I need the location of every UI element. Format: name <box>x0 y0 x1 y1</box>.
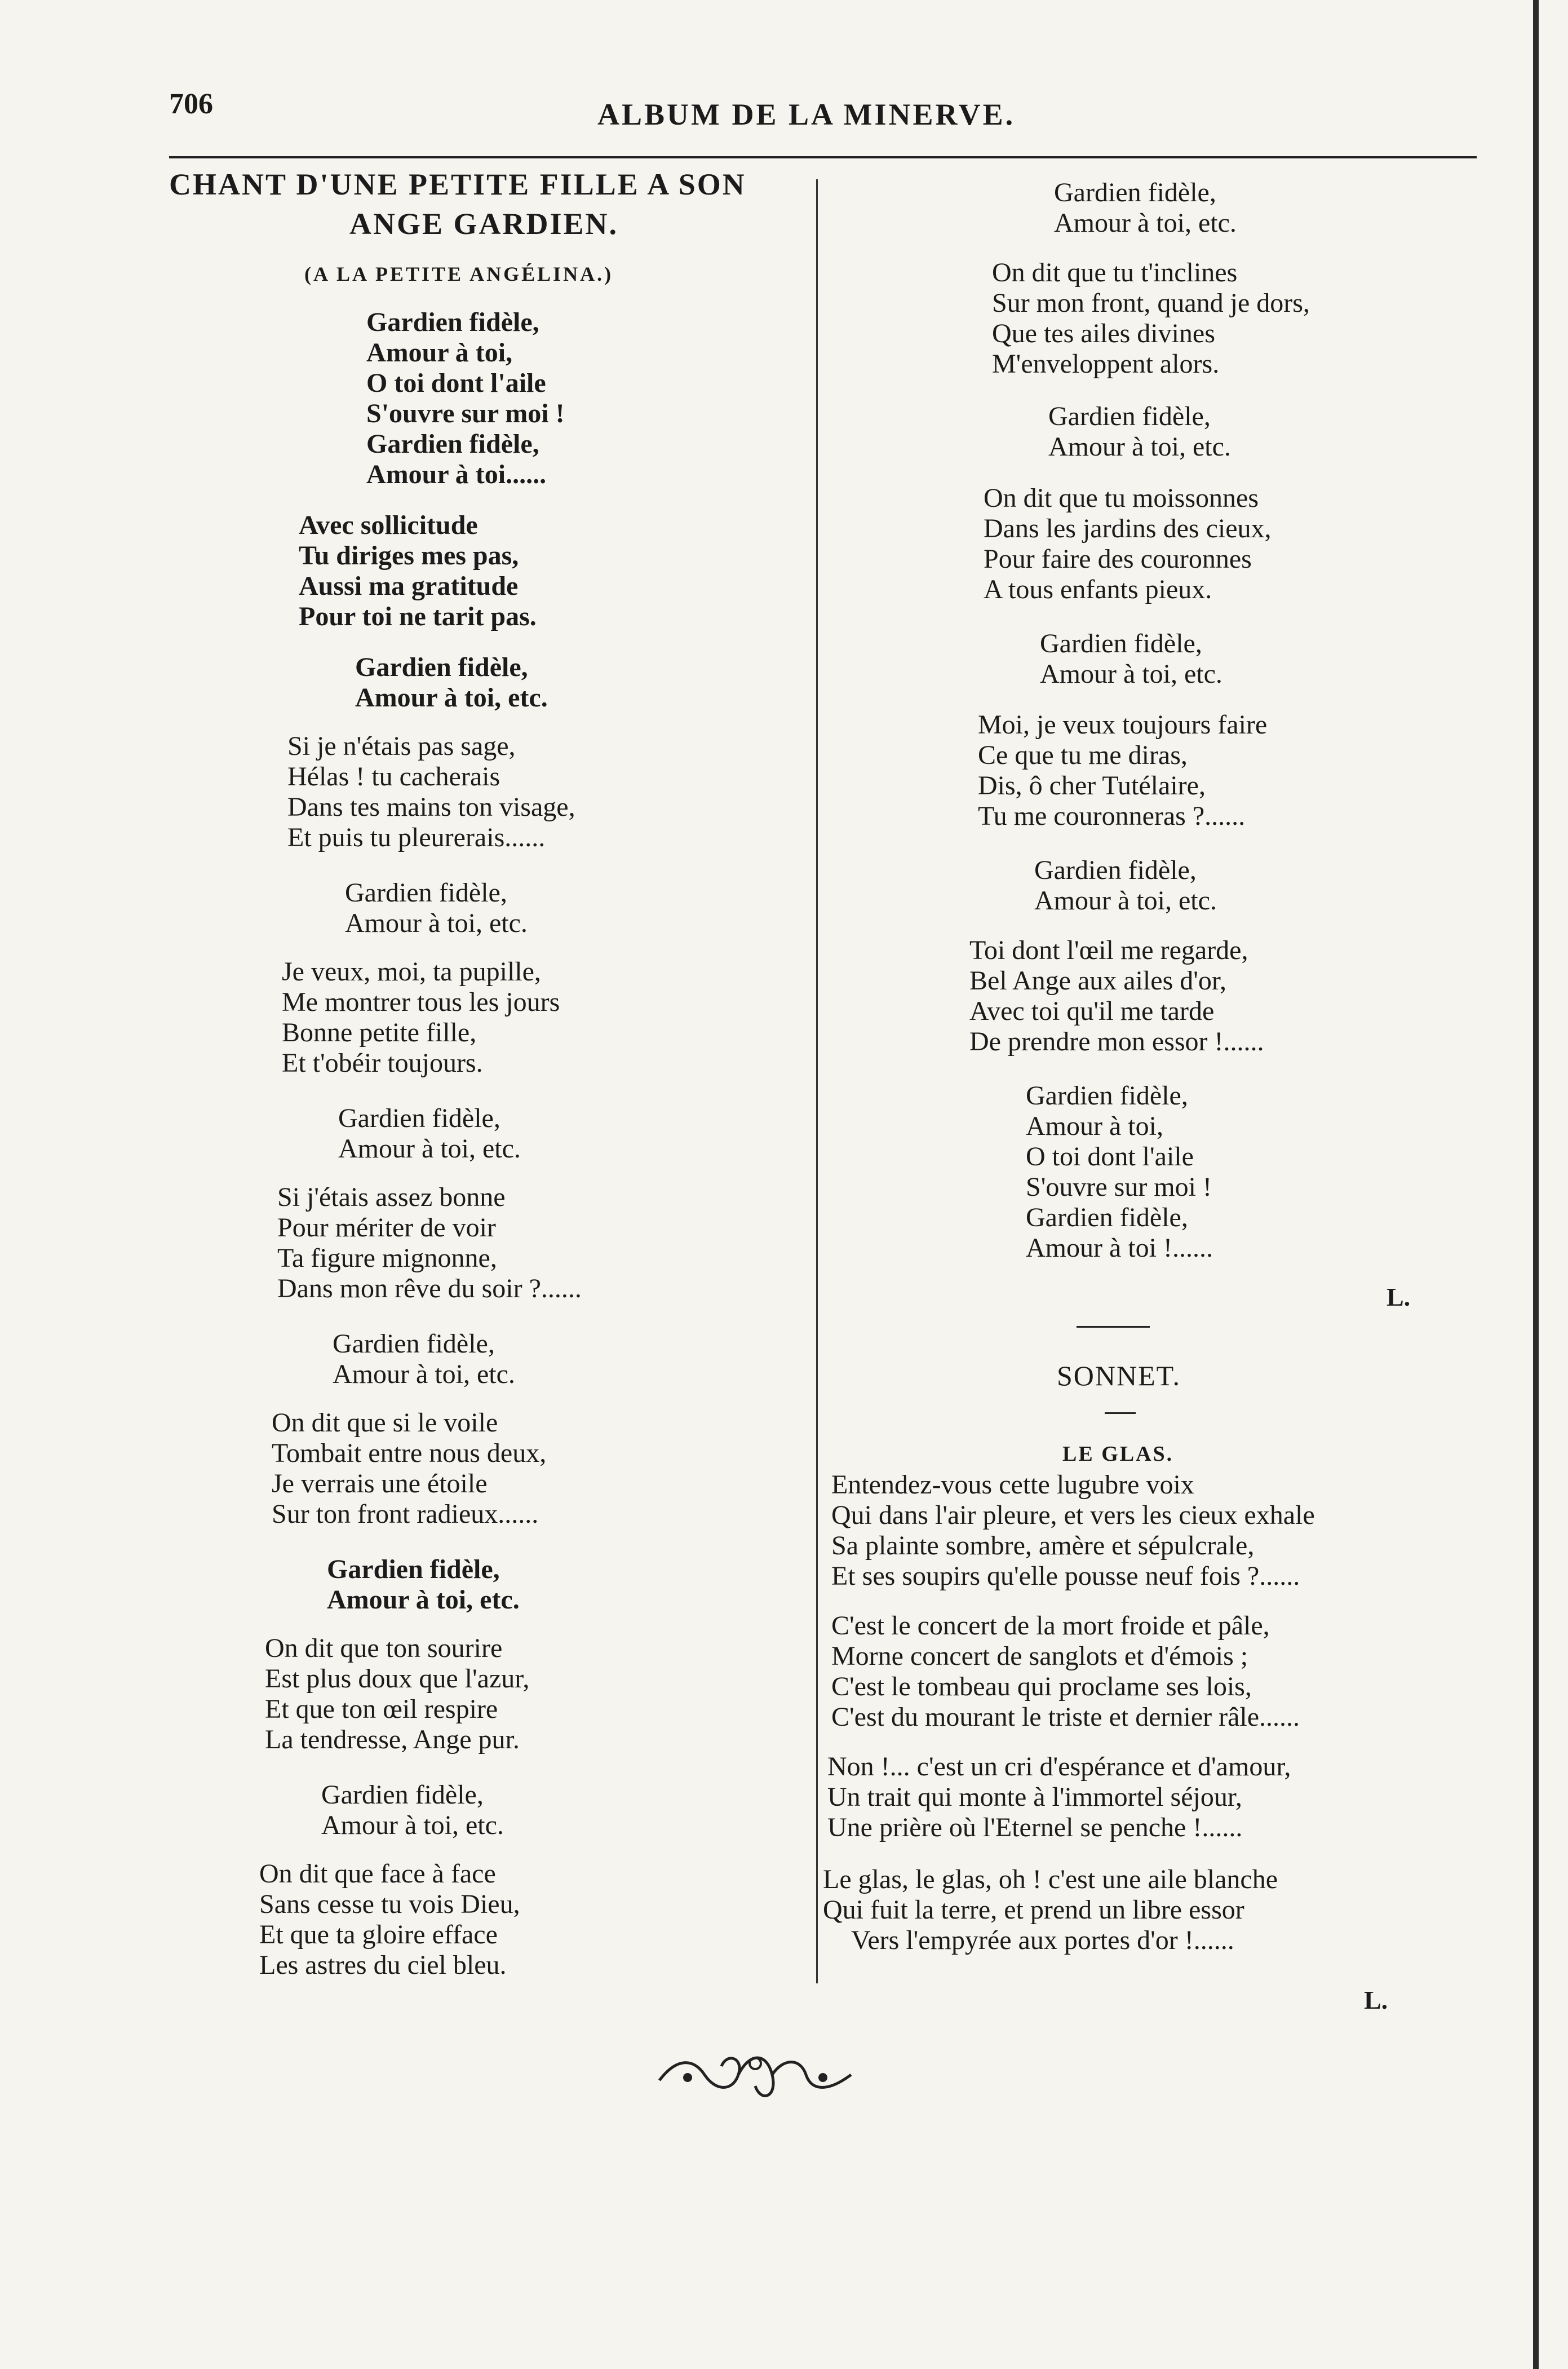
left-verse-line-46: Les astres du ciel bleu. <box>259 1950 507 1980</box>
right-verse-line-6: M'enveloppent alors. <box>992 349 1220 379</box>
sonnet-line-2: Qui dans l'air pleure, et vers les cieux exhale <box>831 1500 1315 1530</box>
right-verse-line-10: Dans les jardins des cieux, <box>984 514 1272 543</box>
right-verse-line-24: De prendre mon essor !...... <box>969 1027 1264 1057</box>
left-verse-line-30: Amour à toi, etc. <box>333 1359 515 1389</box>
right-verse-line-28: S'ouvre sur moi ! <box>1026 1172 1212 1202</box>
left-verse-line-26: Pour mériter de voir <box>277 1213 496 1243</box>
right-verse-line-5: Que tes ailes divines <box>992 319 1215 348</box>
right-verse-line-29: Gardien fidèle, <box>1026 1203 1188 1232</box>
sonnet-line-11: Une prière où l'Eternel se penche !...... <box>827 1813 1243 1842</box>
right-verse-line-2: Amour à toi, etc. <box>1054 208 1237 238</box>
sonnet-title: SONNET. <box>1057 1360 1181 1391</box>
left-verse-line-22: Et t'obéir toujours. <box>282 1048 483 1078</box>
section-rule <box>1077 1326 1150 1328</box>
left-verse-line-2: Amour à toi, <box>366 338 513 368</box>
left-verse-line-37: On dit que ton sourire <box>265 1633 503 1663</box>
sonnet-line-10: Un trait qui monte à l'immortel séjour, <box>827 1782 1242 1812</box>
page-number: 706 <box>169 88 213 120</box>
left-verse-line-25: Si j'étais assez bonne <box>277 1182 506 1212</box>
left-verse-line-36: Amour à toi, etc. <box>327 1585 520 1615</box>
left-verse-line-1: Gardien fidèle, <box>366 307 539 337</box>
left-verse-line-28: Dans mon rêve du soir ?...... <box>277 1274 582 1303</box>
poem1-signature: L. <box>1387 1283 1411 1311</box>
right-verse-line-22: Bel Ange aux ailes d'or, <box>969 966 1226 996</box>
right-verse-line-1: Gardien fidèle, <box>1054 178 1216 207</box>
right-verse-line-13: Gardien fidèle, <box>1040 629 1202 658</box>
left-verse-line-45: Et que ta gloire efface <box>259 1920 498 1950</box>
right-verse-line-12: A tous enfants pieux. <box>984 574 1212 604</box>
sonnet-line-5: C'est le concert de la mort froide et pâle, <box>831 1611 1270 1641</box>
right-verse-line-14: Amour à toi, etc. <box>1040 659 1222 689</box>
right-verse-line-30: Amour à toi !...... <box>1026 1233 1213 1263</box>
left-verse-line-17: Gardien fidèle, <box>345 878 507 908</box>
right-verse-line-16: Ce que tu me diras, <box>978 740 1188 770</box>
left-verse-line-12: Amour à toi, etc. <box>355 683 548 713</box>
sonnet-line-3: Sa plainte sombre, amère et sépulcrale, <box>831 1531 1255 1561</box>
sonnet-line-14: Vers l'empyrée aux portes d'or !...... <box>851 1925 1234 1955</box>
right-verse-line-21: Toi dont l'œil me regarde, <box>969 935 1248 965</box>
right-verse-line-11: Pour faire des couronnes <box>984 544 1252 574</box>
sonnet-signature: L. <box>1364 1986 1388 2014</box>
left-verse-line-13: Si je n'étais pas sage, <box>287 731 516 761</box>
left-verse-line-32: Tombait entre nous deux, <box>272 1438 547 1468</box>
sonnet-subtitle: LE GLAS. <box>1062 1442 1174 1466</box>
left-verse-line-6: Amour à toi...... <box>366 459 547 489</box>
left-verse-line-4: S'ouvre sur moi ! <box>366 399 565 428</box>
left-verse-line-41: Gardien fidèle, <box>321 1780 484 1810</box>
page-edge <box>1533 0 1539 2369</box>
left-verse-line-44: Sans cesse tu vois Dieu, <box>259 1889 520 1919</box>
sonnet-line-6: Morne concert de sanglots et d'émois ; <box>831 1641 1248 1671</box>
left-verse-line-9: Aussi ma gratitude <box>299 571 519 601</box>
column-divider <box>816 179 818 1983</box>
left-verse-line-3: O toi dont l'aile <box>366 368 546 398</box>
right-verse-line-3: On dit que tu t'inclines <box>992 258 1238 288</box>
left-verse-line-33: Je verrais une étoile <box>272 1469 488 1499</box>
left-verse-line-24: Amour à toi, etc. <box>338 1134 521 1164</box>
poem-title-line1: CHANT D'UNE PETITE FILLE A SON <box>169 167 746 201</box>
ornament-flourish-icon <box>654 2041 857 2109</box>
left-verse-line-21: Bonne petite fille, <box>282 1018 477 1048</box>
left-verse-line-27: Ta figure mignonne, <box>277 1243 497 1273</box>
sonnet-line-4: Et ses soupirs qu'elle pousse neuf fois ?...... <box>831 1561 1300 1591</box>
left-verse-line-20: Me montrer tous les jours <box>282 987 560 1017</box>
left-verse-line-10: Pour toi ne tarit pas. <box>299 602 537 631</box>
right-verse-line-8: Amour à toi, etc. <box>1048 432 1231 462</box>
left-verse-line-38: Est plus doux que l'azur, <box>265 1664 530 1694</box>
right-verse-line-9: On dit que tu moissonnes <box>984 483 1259 513</box>
poem-dedication: (A LA PETITE ANGÉLINA.) <box>304 263 614 285</box>
sonnet-line-8: C'est du mourant le triste et dernier râle...... <box>831 1702 1300 1732</box>
left-verse-line-18: Amour à toi, etc. <box>345 908 528 938</box>
left-verse-line-31: On dit que si le voile <box>272 1408 498 1438</box>
left-verse-line-19: Je veux, moi, ta pupille, <box>282 957 541 987</box>
left-verse-line-35: Gardien fidèle, <box>327 1554 500 1584</box>
right-verse-line-17: Dis, ô cher Tutélaire, <box>978 771 1206 801</box>
poem-title-line2: ANGE GARDIEN. <box>349 207 619 241</box>
left-verse-line-7: Avec sollicitude <box>299 510 478 540</box>
right-verse-line-23: Avec toi qu'il me tarde <box>969 996 1215 1026</box>
header-rule <box>169 156 1477 158</box>
right-verse-line-25: Gardien fidèle, <box>1026 1081 1188 1111</box>
right-verse-line-26: Amour à toi, <box>1026 1111 1163 1141</box>
left-verse-line-29: Gardien fidèle, <box>333 1329 495 1359</box>
left-verse-line-34: Sur ton front radieux...... <box>272 1499 539 1529</box>
sonnet-line-7: C'est le tombeau qui proclame ses lois, <box>831 1672 1252 1701</box>
right-verse-line-4: Sur mon front, quand je dors, <box>992 288 1310 318</box>
right-verse-line-18: Tu me couronneras ?...... <box>978 801 1246 831</box>
right-verse-line-7: Gardien fidèle, <box>1048 401 1211 431</box>
left-verse-line-40: La tendresse, Ange pur. <box>265 1725 520 1754</box>
right-verse-line-19: Gardien fidèle, <box>1034 855 1197 885</box>
right-verse-line-20: Amour à toi, etc. <box>1034 886 1217 916</box>
left-verse-line-42: Amour à toi, etc. <box>321 1810 504 1840</box>
sonnet-line-9: Non !... c'est un cri d'espérance et d'amour, <box>827 1752 1291 1782</box>
running-title: ALBUM DE LA MINERVE. <box>597 98 1016 131</box>
left-verse-line-39: Et que ton œil respire <box>265 1694 498 1724</box>
left-verse-line-16: Et puis tu pleurerais...... <box>287 823 546 852</box>
left-verse-line-8: Tu diriges mes pas, <box>299 541 519 571</box>
sonnet-line-12: Le glas, le glas, oh ! c'est une aile blanche <box>823 1864 1278 1894</box>
left-verse-line-5: Gardien fidèle, <box>366 429 539 459</box>
left-verse-line-43: On dit que face à face <box>259 1859 496 1889</box>
sonnet-line-13: Qui fuit la terre, et prend un libre essor <box>823 1895 1244 1925</box>
right-verse-line-15: Moi, je veux toujours faire <box>978 710 1268 740</box>
sonnet-rule <box>1105 1412 1136 1414</box>
left-verse-line-11: Gardien fidèle, <box>355 652 528 682</box>
sonnet-line-1: Entendez-vous cette lugubre voix <box>831 1470 1194 1500</box>
left-verse-line-14: Hélas ! tu cacherais <box>287 762 500 792</box>
right-verse-line-27: O toi dont l'aile <box>1026 1142 1194 1172</box>
left-verse-line-23: Gardien fidèle, <box>338 1103 500 1133</box>
left-verse-line-15: Dans tes mains ton visage, <box>287 792 575 822</box>
